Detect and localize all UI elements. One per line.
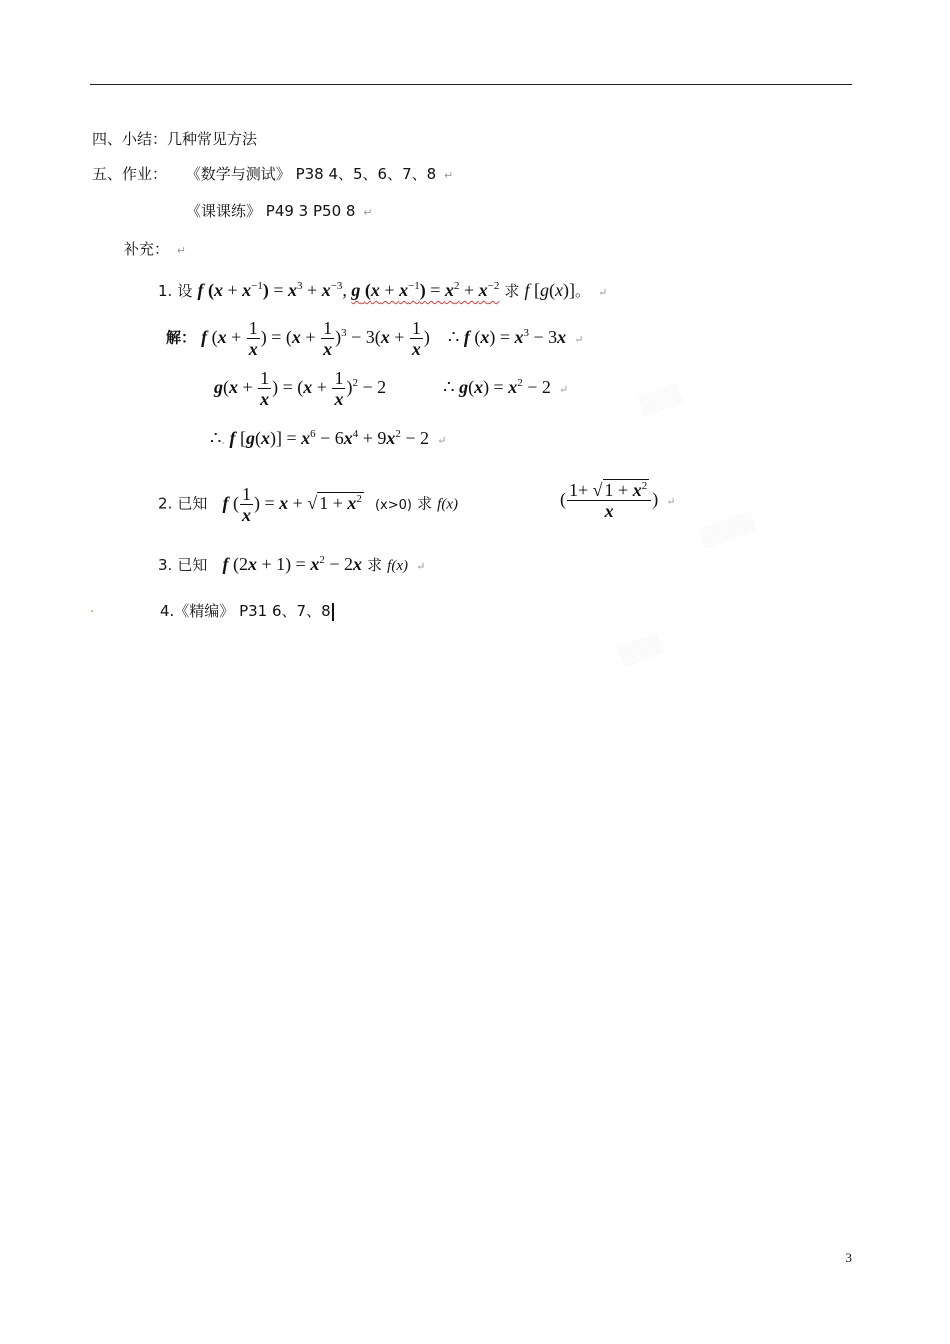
solution-formula-2: g(x + $\frac{1}{x}$ ) = (x + $\frac{1}{x}$ )$^2$ − 2 ∴ $g(x) = x^2 - 2$ — [214, 368, 551, 409]
paragraph-mark-icon: ↵ — [443, 169, 454, 182]
problem-3-ask: 求 — [367, 556, 383, 574]
problem-4 — [160, 600, 334, 621]
homework-line-2 — [186, 200, 372, 221]
problem-2-formula: f ( $\frac{1}{x}$ ) = x + √ $1 + x^2$ — [222, 484, 362, 525]
problem-4-text: 4.《精编》 P31 6、7、8 — [160, 602, 331, 620]
solution-formula-3: ∴. f $[g(x)] = x^6 - 6x^4 + 9x^2 - 2$ — [210, 428, 430, 448]
homework-item-1: 《数学与测试》 P38 4、5、6、7、8 — [185, 165, 437, 183]
problem-1-ask: 求 — [504, 282, 520, 300]
problem-2-target: f(x) — [437, 496, 458, 513]
paragraph-mark-icon: ↵ — [176, 244, 187, 257]
problem-3-formula: f $(2x + 1) = x^2 - 2x$ — [222, 554, 362, 574]
watermark — [638, 384, 684, 418]
problem-1-text: 设 — [177, 282, 193, 300]
problem-2-answer — [560, 480, 676, 521]
problem-1-formula: f $(x + x^{-1}) = x^3 + x^{-3}$, g $(x + x^{-1}) = x^2 + x^{-2}$ — [197, 280, 500, 300]
solution-formula-1: f (x + $\frac{1}{x}$ ) = (x + $\frac{1}{x}$ )$^3$ − 3(x + $\frac{1}{x}$ ) ∴ f $(x) = x^3 - 3x$ — [201, 318, 567, 359]
page-number: 3 — [845, 1250, 852, 1265]
homework-item-2: 《课课练》 P49 3 P50 8 — [186, 202, 356, 220]
problem-2-ask: 求 — [417, 494, 433, 513]
watermark — [698, 511, 757, 550]
bullet-dot: . — [90, 600, 95, 616]
solution-line-1 — [166, 318, 583, 359]
solution-label: 解： — [166, 328, 197, 347]
paragraph-mark-icon: ↵ — [558, 382, 569, 396]
problem-1 — [158, 280, 607, 301]
homework-line-1 — [92, 163, 453, 184]
problem-1-end: 。 — [575, 282, 591, 300]
homework-label: 五、作业： — [92, 165, 168, 183]
supplement-heading — [124, 238, 186, 259]
problem-1-target: f [g(x)] — [524, 280, 576, 300]
paragraph-mark-icon: ↵ — [598, 286, 608, 299]
paragraph-mark-icon: ↵ — [437, 434, 447, 447]
paragraph-mark-icon: ↵ — [363, 206, 373, 219]
watermark — [618, 634, 664, 668]
problem-2-condition: (x>0) — [374, 497, 412, 513]
paragraph-mark-icon: ↵ — [574, 332, 584, 346]
paragraph-mark-icon: ↵ — [416, 560, 426, 573]
problem-3 — [158, 554, 425, 575]
summary-line: 四、小结：几种常见方法 — [92, 130, 258, 148]
problem-2 — [158, 484, 458, 525]
header-rule — [90, 84, 852, 85]
problem-3-target: f(x) — [387, 558, 408, 574]
problem-2-number: 2. — [158, 494, 173, 513]
solution-line-3 — [210, 428, 446, 449]
problem-2-answer-formula: ( $\frac{1+ √ 1 + x^2}{x}$ ) — [560, 480, 659, 521]
text-cursor — [332, 603, 334, 621]
paragraph-mark-icon: ↵ — [666, 494, 676, 508]
problem-2-text: 已知 — [177, 494, 208, 513]
solution-line-2 — [214, 368, 568, 409]
problem-3-text: 已知 — [177, 556, 208, 574]
problem-1-number: 1. — [158, 282, 173, 300]
problem-3-number: 3. — [158, 556, 173, 574]
supplement-label: 补充： — [124, 240, 170, 258]
